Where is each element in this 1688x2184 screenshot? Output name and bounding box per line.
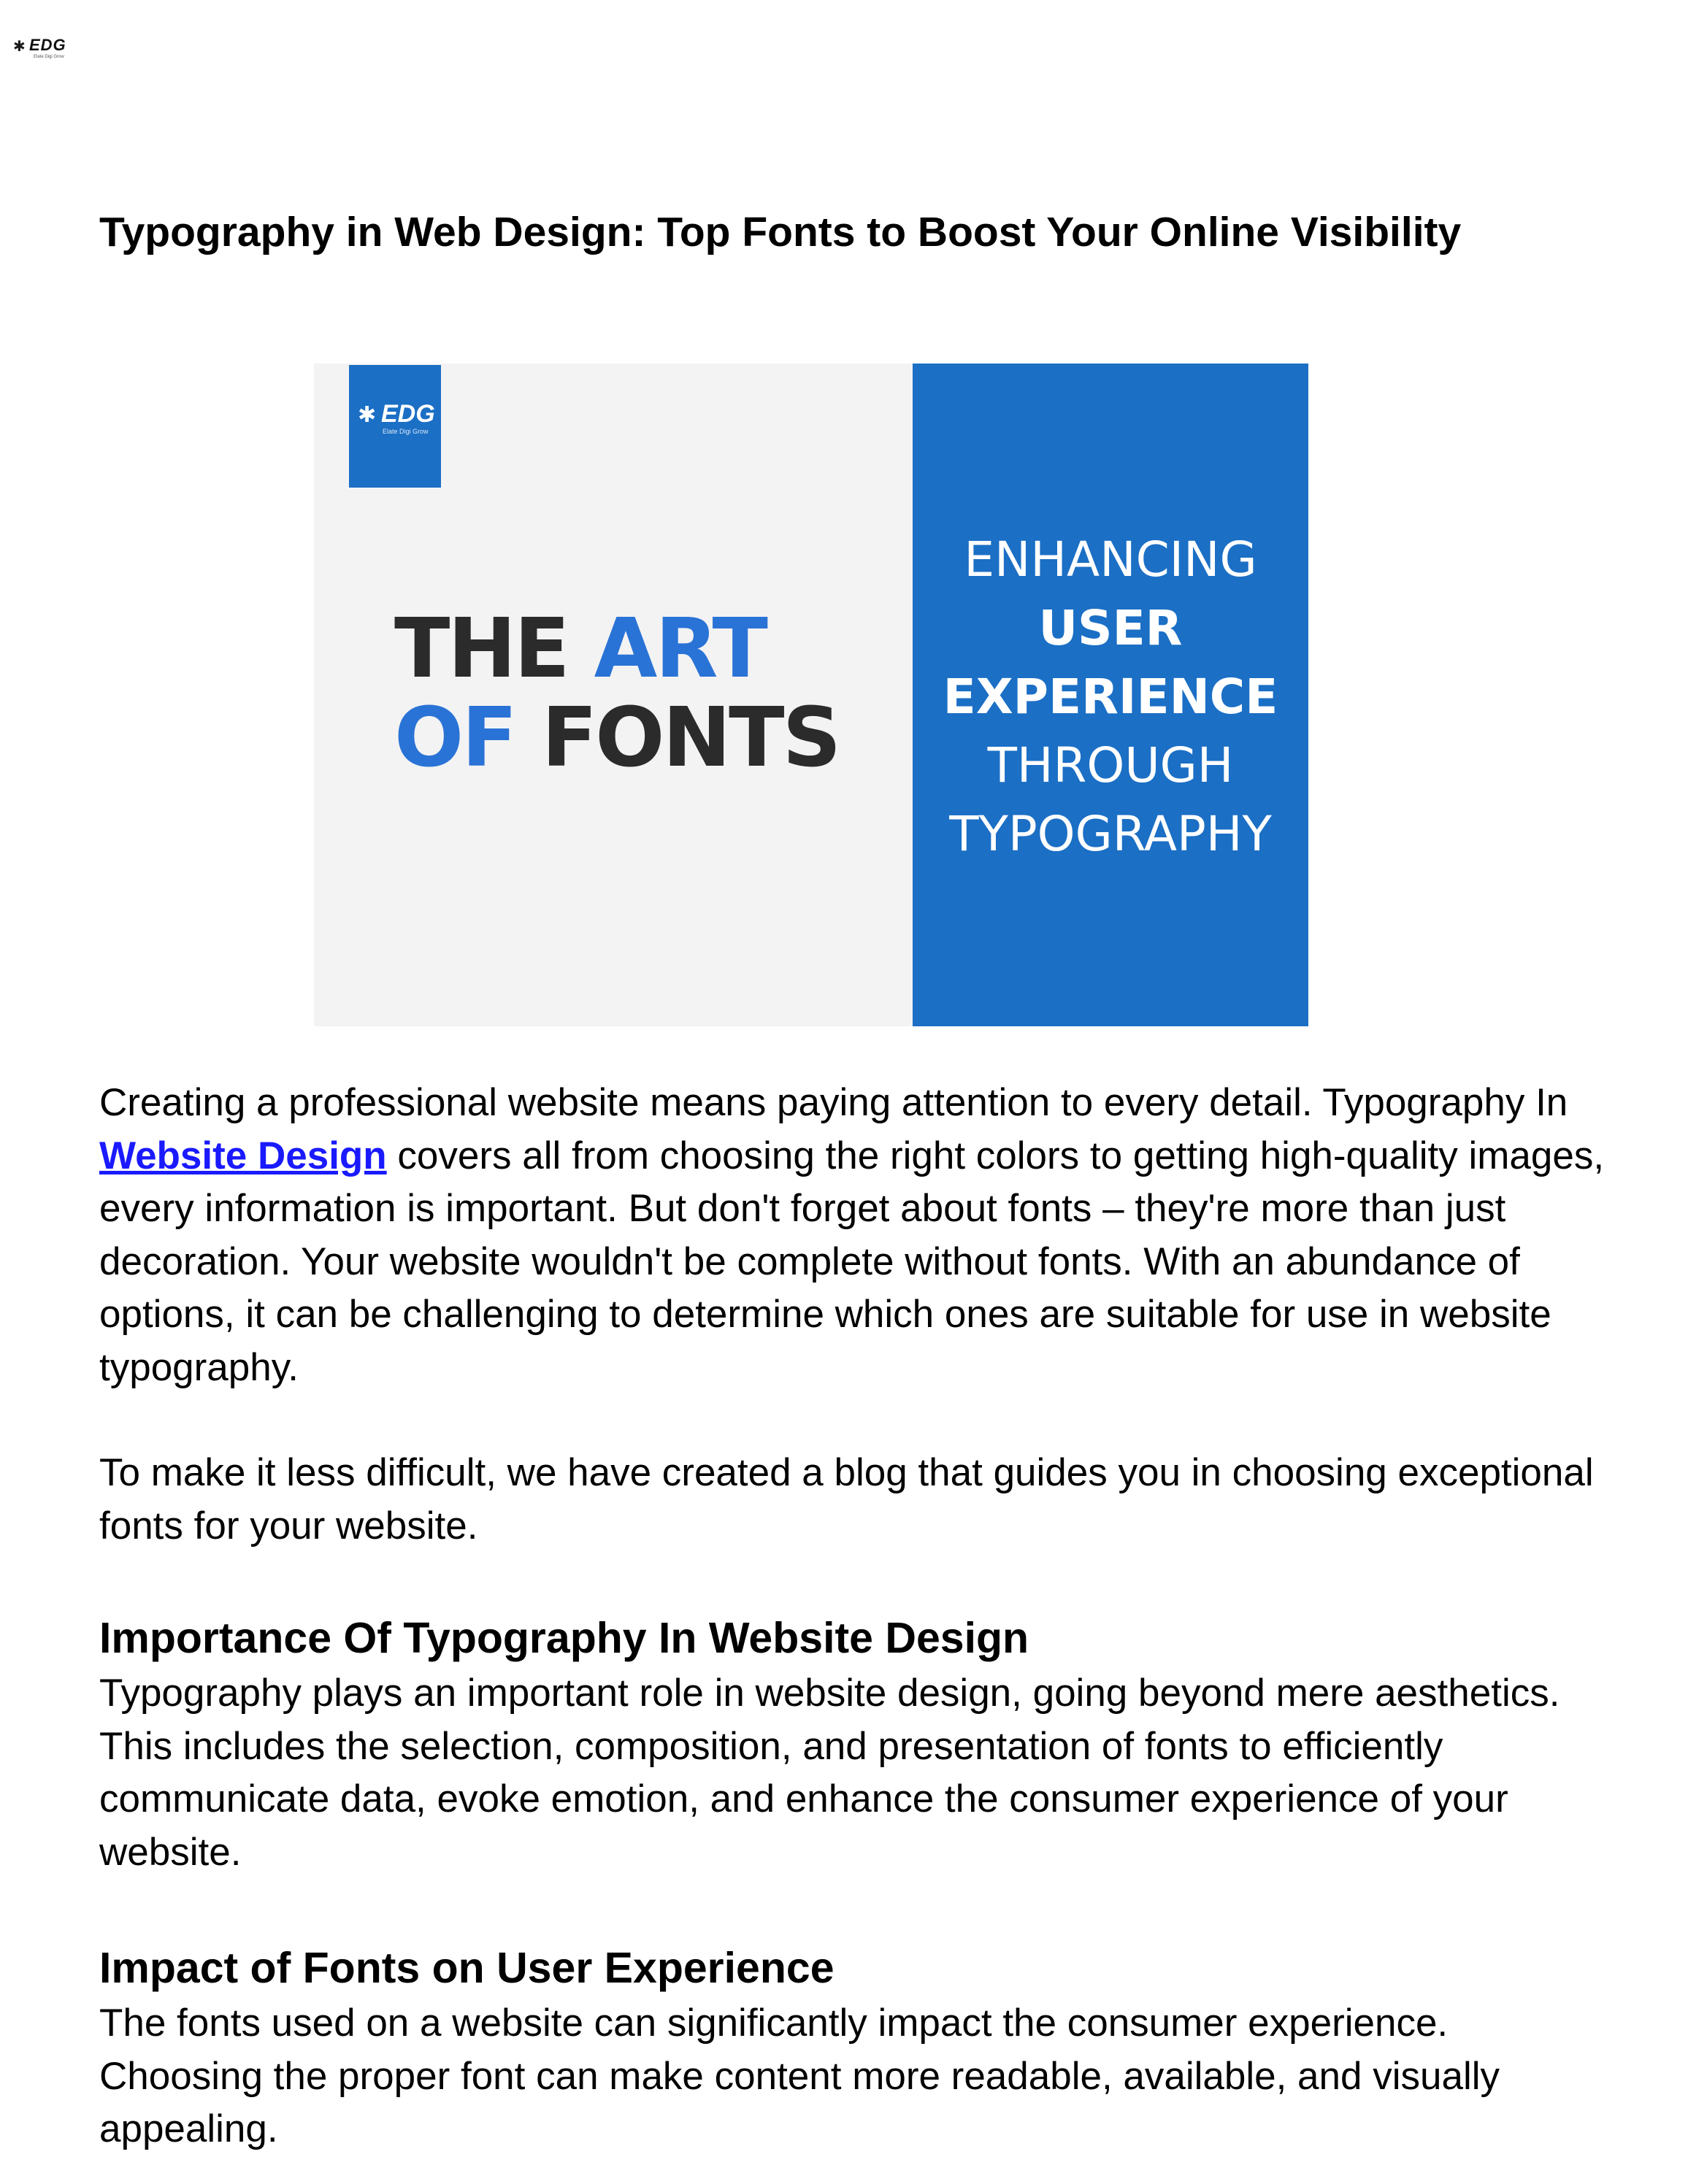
article-title: Typography in Web Design: Top Fonts to Boost Your Online Visibility	[99, 209, 1462, 255]
hero-tagline-line: USER	[1038, 600, 1183, 656]
hero-word-of: OF	[394, 691, 542, 785]
hero-left-panel	[314, 364, 913, 1026]
header-logo	[13, 36, 86, 61]
hero-right-panel	[913, 364, 1308, 1026]
hero-word-art: ART	[594, 601, 766, 696]
hero-headline	[394, 601, 905, 785]
hero-tagline	[913, 526, 1308, 869]
section-heading-impact: Impact of Fonts on User Experience	[99, 1944, 835, 1992]
hero-tagline-line: ENHANCING	[964, 531, 1257, 588]
intro-text-start: Creating a professional website means paying attention to every detail. Typography In	[99, 1081, 1568, 1124]
hero-banner	[314, 364, 1308, 1026]
hero-tagline-line: TYPOGRAPHY	[949, 806, 1272, 862]
hero-logo-tagline: Elate Digi Grow	[383, 428, 429, 435]
header-logo-tagline: Elate Digi Grow	[34, 55, 64, 59]
intro-paragraph	[99, 1077, 1618, 1394]
section-body-importance: Typography plays an important role in website design, going beyond mere aesthetics. This includes the selection, composition, and presentation of fonts to efficiently communicate data, evoke emotion, and enhance the consumer experience of your website.	[99, 1672, 1560, 1874]
hero-word-fonts: FONTS	[541, 691, 840, 785]
hero-word-the: THE	[394, 601, 594, 696]
hero-tagline-line: EXPERIENCE	[943, 669, 1278, 725]
section-body-impact: The fonts used on a website can significantly impact the consumer experience. Choosing the proper font can make content more readable, available, and visually appealing.	[99, 2002, 1500, 2150]
hero-logo-star-icon: ✱	[358, 403, 377, 427]
section-heading-importance: Importance Of Typography In Website Design	[99, 1614, 1029, 1662]
intro-text-end: covers all from choosing the right colors to getting high-quality images, every information is important. But don't forget about fonts – they're more than just decoration. Your website wouldn't be complete without fonts. With an abundance of options, it can be challenging to determine which ones are suitable for use in website typography.	[99, 1134, 1605, 1389]
hero-headline-line-2	[394, 693, 905, 783]
hero-logo	[349, 365, 441, 488]
website-design-link[interactable]: Website Design	[99, 1134, 387, 1177]
header-logo-text: EDG	[29, 36, 66, 54]
intro-paragraph-2: To make it less difficult, we have created a blog that guides you in choosing exceptional fonts for your website.	[99, 1451, 1594, 1547]
hero-tagline-line: THROUGH	[987, 737, 1234, 793]
hero-headline-line-1	[394, 601, 905, 696]
hero-logo-text: EDG	[381, 400, 435, 428]
logo-star-icon: ✱	[13, 39, 26, 55]
